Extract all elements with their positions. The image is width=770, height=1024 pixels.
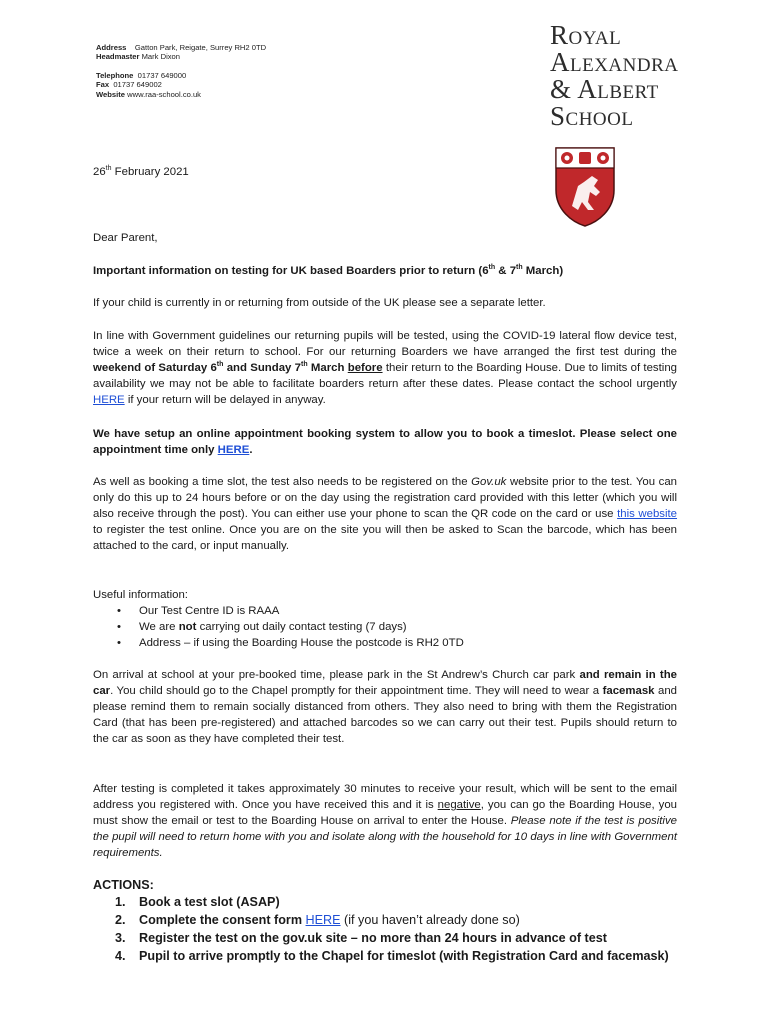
paragraph-results: After testing is completed it takes approximately 30 minutes to receive your result, which will be sent to the email address you registered with. Once you have received this and it is negative, you can go the Boarding House, you must show the email or test to the Boarding House on arrival to enter the House. Please note if the test is positive the pupil will need to return home with you and isolate along with the household for 10 days in line with Government requirements. [93, 783, 678, 859]
logo-line-1: Royal [550, 20, 622, 50]
paragraph-arrival: On arrival at school at your pre-booked time, please park in the St Andrew’s Church car park and remain in the car. You child should go to the Chapel promptly for their appointment time. They will need to wear a facemask and please remind them to remain socially distanced from others. They also need to bring with them the Registration Card (that has been pre-registered) and attached barcodes so we can carry out their test. Pupils should return to the car as soon as they have completed their test. [93, 669, 677, 745]
website-value: www.raa-school.co.uk [127, 89, 201, 99]
subject-line: Important information on testing for UK based Boarders prior to return (6th & 7th March) [93, 264, 564, 277]
crest-icon [554, 146, 616, 228]
list-item: • We are not carrying out daily contact testing (7 days) [117, 621, 407, 633]
booking-here-link[interactable]: HERE [217, 444, 250, 456]
telephone-label: Telephone [96, 70, 134, 80]
logo-line-3: & Albert [550, 74, 659, 104]
paragraph-registration: As well as booking a time slot, the test also needs to be registered on the Gov.uk website prior to the test. You can only do this up to 24 hours before or on the day using the registration card provided with this letter (which you will also receive through the post). You can either use your phone to scan the QR code on the card or use this website to register the test online. Once you are on the site you will then be asked to Scan the barcode, which has been attached to the card, or input manually. [93, 476, 678, 552]
action-item-2: 2. Complete the consent form HERE (if you haven’t already done so) [115, 913, 520, 927]
this-website-link[interactable]: this website [617, 508, 678, 520]
paragraph-outside-uk: If your child is currently in or returning from outside of the UK please see a separate letter. [93, 297, 546, 309]
headmaster-value: Mark Dixon [141, 52, 181, 62]
consent-form-here-link[interactable]: HERE [305, 913, 341, 927]
paragraph-testing: In line with Government guidelines our returning pupils will be tested, using the COVID-19 lateral flow device test, twice a week on their return to school. For our returning Boarders we have arranged the first test during the weekend of Saturday 6th and Sunday 7th March before their return to the Boarding House. Due to limits of testing availability we may not be able to facilitate boarders return after these dates. Please contact the school urgently HERE if your return will be delayed in anyway. [93, 330, 677, 406]
list-item: • Our Test Centre ID is RAAA [117, 605, 280, 617]
address-value: Gatton Park, Reigate, Surrey RH2 0TD [134, 43, 267, 52]
headmaster-label: Headmaster [96, 52, 140, 62]
letter-date: 26th February 2021 [93, 165, 189, 178]
fax-value: 01737 649002 [113, 80, 162, 90]
action-item-4: 4. Pupil to arrive promptly to the Chapel for timeslot (with Registration Card and facemask) [115, 949, 669, 963]
actions-title: ACTIONS: [93, 878, 154, 892]
action-item-3: 3. Register the test on the gov.uk site – no more than 24 hours in advance of test [115, 931, 607, 945]
telephone-value: 01737 649000 [137, 70, 187, 80]
school-logo [550, 22, 740, 130]
useful-information: Useful information: • Our Test Centre ID is RAAA • We are not carrying out daily contact testing (7 days) • Address – if using the Boarding House the postcode is RH2 0TD [93, 587, 677, 651]
contact-here-link[interactable]: HERE [93, 394, 125, 406]
actions-section [93, 877, 677, 965]
action-item-1: 1. Book a test slot (ASAP) [115, 895, 280, 909]
fax-label: Fax [96, 80, 110, 90]
salutation: Dear Parent, [93, 232, 158, 244]
list-item: • Address – if using the Boarding House the postcode is RH2 0TD [117, 637, 464, 649]
logo-line-2: Alexandra [550, 47, 679, 77]
website-label: Website [96, 89, 125, 99]
paragraph-booking: We have setup an online appointment booking system to allow you to book a timeslot. Please select one appointment time only HERE. [93, 428, 677, 456]
address-block [96, 43, 266, 99]
logo-line-4: School [550, 101, 634, 131]
address-label: Address [96, 43, 127, 52]
